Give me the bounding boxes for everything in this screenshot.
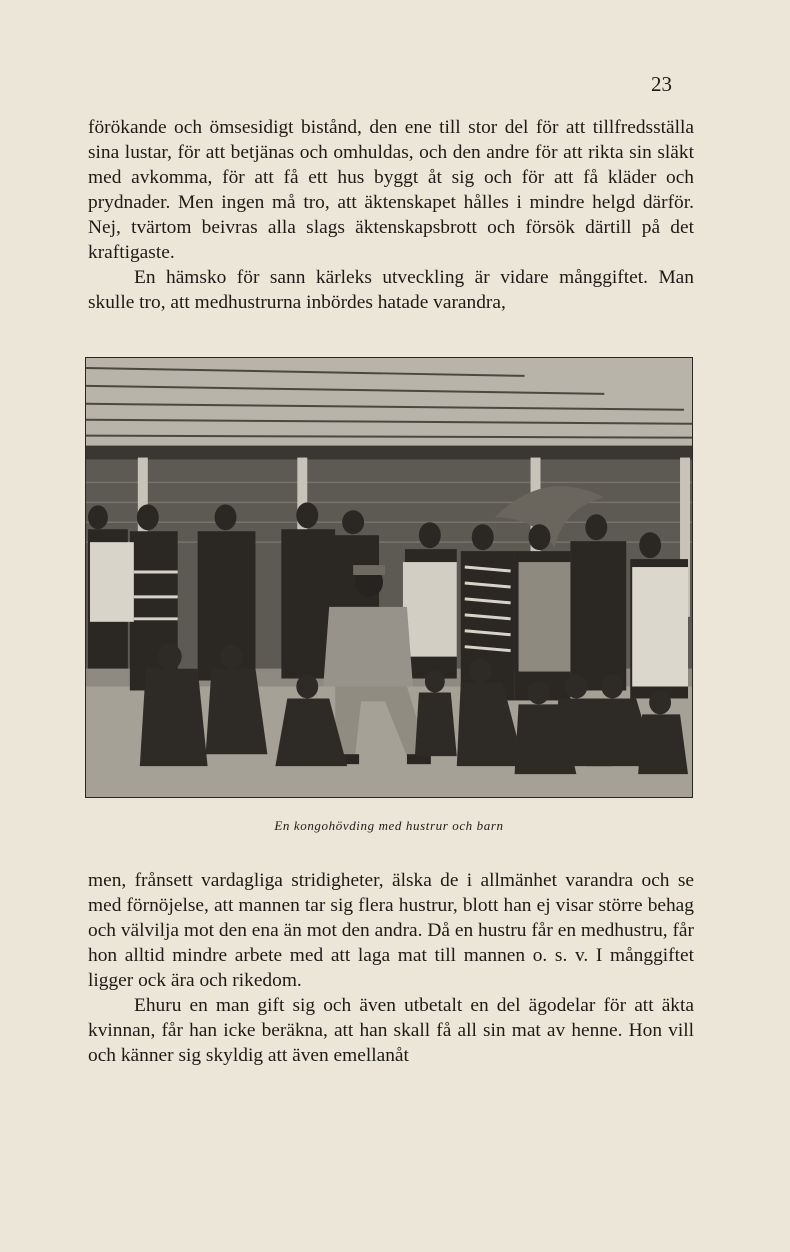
photograph-figure bbox=[85, 357, 693, 798]
paragraph: Ehuru en man gift sig och även utbetalt en del ägodelar för att äkta kvinnan, får han icke beräkna, att han skall få all sin mat av henne. Hon vill och känner sig skyldig att även emellanåt bbox=[88, 995, 694, 1066]
figure-caption: En kongohövding med hustrur och barn bbox=[274, 818, 504, 833]
upper-text-block bbox=[88, 115, 694, 315]
photograph-chief-wives-children bbox=[86, 358, 692, 797]
paragraph: En hämsko för sann kärleks utveckling är vidare månggiftet. Man skulle tro, att medhustrurna inbördes hatade varandra, bbox=[88, 267, 694, 313]
page-number: 23 bbox=[651, 72, 672, 96]
paragraph: men, frånsett vardagliga stridigheter, älska de i allmänhet varandra och se med förnöjelse, att mannen tar sig flera hustrur, blott han ej visar större behag och välvilja mot den ena än mot den andra. Då en hustru får en medhustru, får hon alltid mindre arbete med att laga mat till mannen o. s. v. I månggiftet ligger ock ära och rikedom. bbox=[88, 870, 694, 991]
paragraph: förökande och ömsesidigt bistånd, den ene till stor del för att tillfredsställa sina lustar, för att betjänas och omhuldas, och den andre för att rikta sin släkt med avkomma, för att få ett hus byggt åt sig och för att få kläder och prydnader. Men ingen må tro, att äktenskapet hålles i mindre helgd därför. Nej, tvärtom beivras alla slags äktenskapsbrott och försök därtill på det kraftigaste. bbox=[88, 117, 694, 263]
lower-text-block bbox=[88, 868, 694, 1068]
